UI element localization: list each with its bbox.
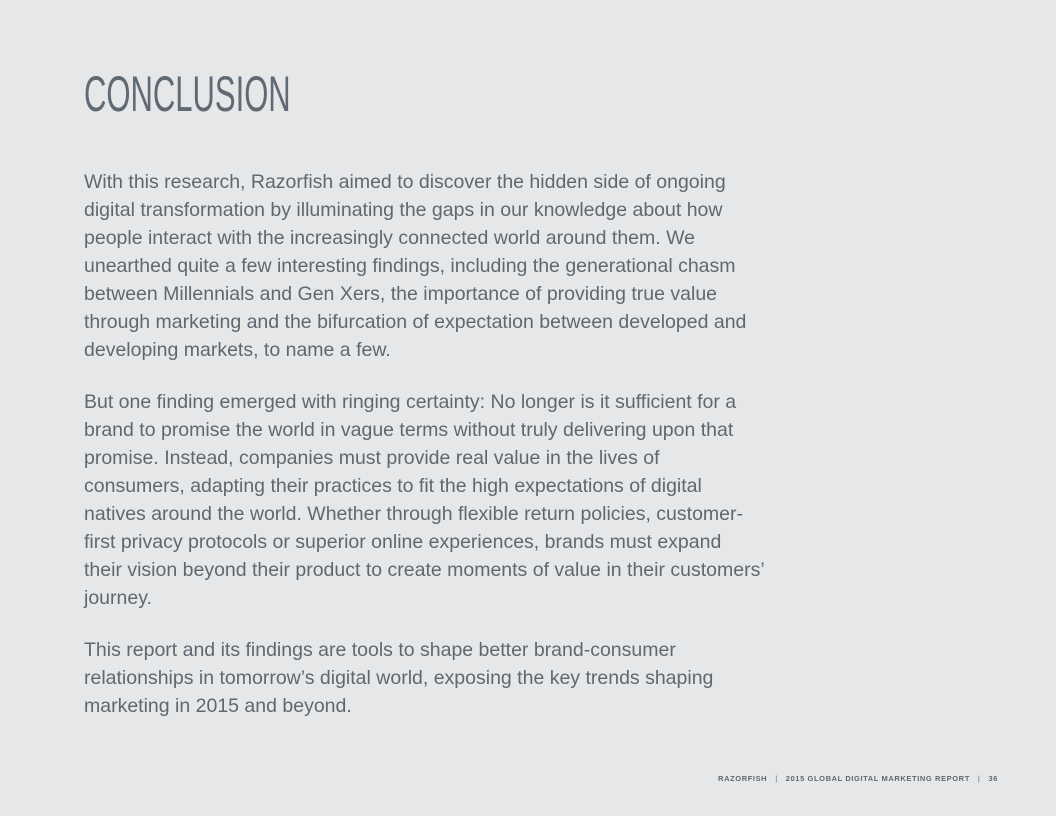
footer-brand: RAZORFISH	[718, 774, 768, 783]
page-footer	[718, 774, 998, 783]
paragraph-1: With this research, Razorfish aimed to discover the hidden side of ongoing digital transformation by illuminating the gaps in our knowledge about how people interact with the increasingly connected world around them. We unearthed quite a few interesting findings, including the generational chasm between Millennials and Gen Xers, the importance of providing true value through marketing and the bifurcation of expectation between developed and developing markets, to name a few.	[84, 171, 747, 361]
page-title: CONCLUSION	[84, 66, 291, 122]
footer-separator: |	[977, 774, 981, 783]
body-text	[84, 168, 764, 744]
footer-report-title: 2015 GLOBAL DIGITAL MARKETING REPORT	[785, 774, 970, 783]
paragraph-2: But one finding emerged with ringing certainty: No longer is it sufficient for a brand to promise the world in vague terms without truly delivering upon that promise. Instead, companies must provide real value in the lives of consumers, adapting their practices to fit the high expectations of digital natives around the world. Whether through flexible return policies, customer-first privacy protocols or superior online experiences, brands must expand their vision beyond their product to create moments of value in their customers’ journey.	[84, 391, 764, 609]
page-number: 36	[988, 774, 998, 783]
paragraph-3: This report and its findings are tools to shape better brand-consumer relationships in tomorrow’s digital world, exposing the key trends shaping marketing in 2015 and beyond.	[84, 639, 714, 717]
footer-separator: |	[775, 774, 778, 783]
